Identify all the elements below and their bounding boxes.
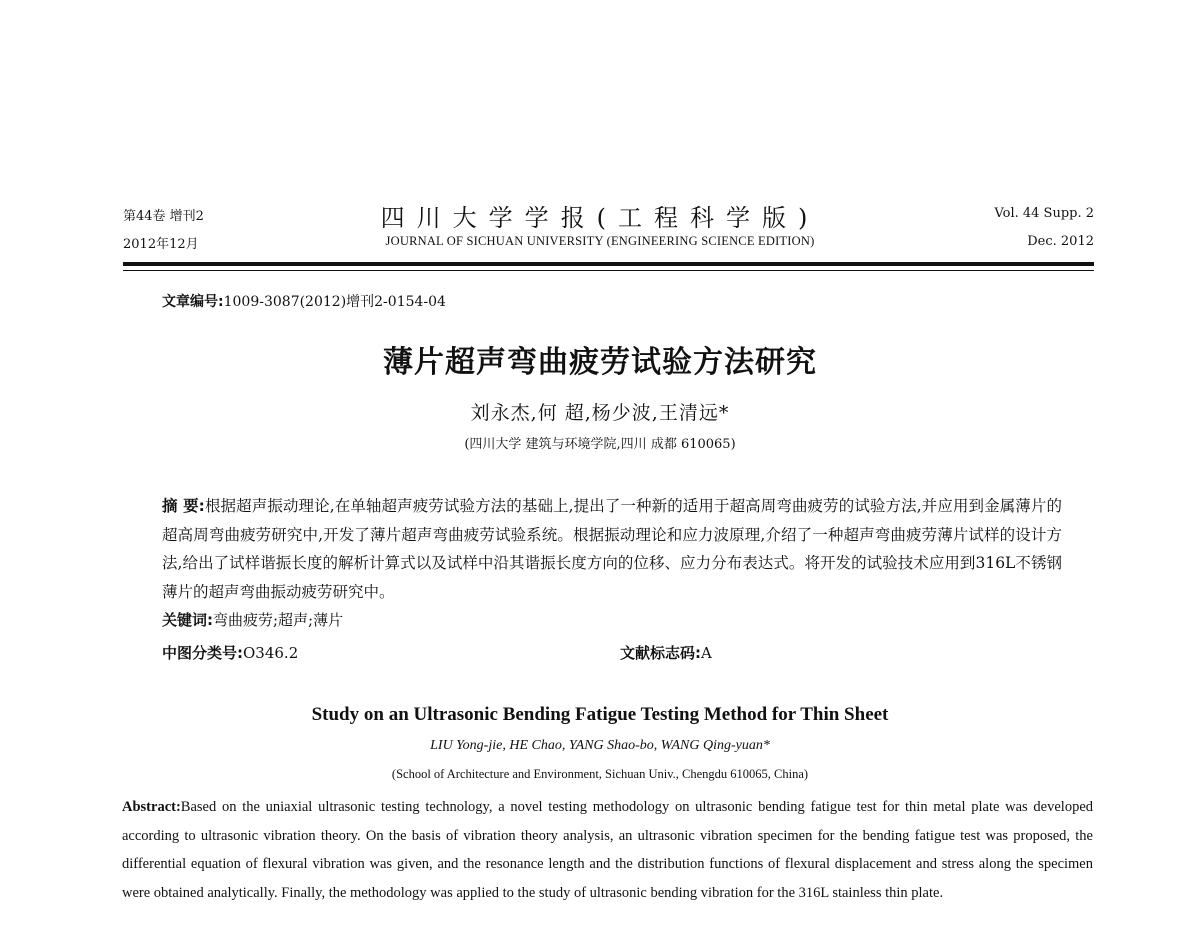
abstract-cn-text: 根据超声振动理论,在单轴超声疲劳试验方法的基础上,提出了一种新的适用于超高周弯曲疲劳的试验方法,并应用到金属薄片的超高周弯曲疲劳研究中,开发了薄片超声弯曲疲劳试验系统。根据振动理论和应力波原理,介绍了一种超声弯曲疲劳薄片试样的设计方法,给出了试样谐振长度的解析计算式以及试样中沿其谐振长度方向的位移、应力分布表达式。将开发的试验技术应用到316L不锈钢薄片的超声弯曲振动疲劳研究中。 <box>162 497 1062 601</box>
abstract-en-label: Abstract: <box>122 799 181 815</box>
volume-cn: 第44卷 增刊2 <box>123 209 204 224</box>
date-en: Dec. 2012 <box>1027 234 1094 249</box>
document-code-value: A <box>701 644 712 662</box>
document-code-label: 文献标志码: <box>620 644 701 662</box>
abstract-cn <box>162 492 1062 606</box>
article-number-label: 文章编号: <box>162 294 224 310</box>
journal-title-cn: 四川大学学报(工程科学版) <box>380 204 820 232</box>
header-rule-thick <box>123 262 1094 266</box>
title-en: Study on an Ultrasonic Bending Fatigue Testing Method for Thin Sheet <box>311 704 889 725</box>
classification-value: O346.2 <box>243 644 299 662</box>
keywords-value: 弯曲疲劳;超声;薄片 <box>213 611 344 629</box>
article-number-value: 1009-3087(2012)增刊2-0154-04 <box>223 294 446 310</box>
document-code <box>620 642 712 663</box>
authors-cn: 刘永杰,何 超,杨少波,王清远* <box>470 402 730 424</box>
abstract-en-text: Based on the uniaxial ultrasonic testing technology, a novel testing methodology on ultrasonic bending fatigue test for thin metal plate was developed according to ultrasonic vibration theory. On the basis of vibration theory analysis, an ultrasonic vibration specimen for the bending fatigue test was proposed, the differential equation of flexural vibration was given, and the resonance length and the distribution functions of flexural displacement and stress along the specimen were obtained analytically. Finally, the methodology was applied to the study of ultrasonic bending vibration for the 316L stainless thin plate. <box>122 799 1093 901</box>
volume-en: Vol. 44 Supp. 2 <box>994 206 1094 221</box>
abstract-en <box>122 793 1093 907</box>
affiliation-cn: (四川大学 建筑与环境学院,四川 成都 610065) <box>464 437 736 452</box>
title-cn: 薄片超声弯曲疲劳试验方法研究 <box>383 345 817 380</box>
journal-title-en: JOURNAL OF SICHUAN UNIVERSITY (ENGINEERING SCIENCE EDITION) <box>385 234 815 248</box>
keywords-label: 关键词: <box>162 611 213 629</box>
article-number <box>162 291 446 311</box>
authors-en: LIU Yong-jie, HE Chao, YANG Shao-bo, WANG Qing-yuan* <box>430 738 770 753</box>
keywords-cn <box>162 609 343 630</box>
affiliation-en: (School of Architecture and Environment, Sichuan Univ., Chengdu 610065, China) <box>391 767 809 781</box>
classification-label: 中图分类号: <box>162 644 243 662</box>
abstract-cn-label: 摘 要: <box>162 497 205 515</box>
date-cn: 2012年12月 <box>123 237 199 252</box>
header-rule-thin <box>123 270 1094 271</box>
classification-number <box>162 642 298 663</box>
